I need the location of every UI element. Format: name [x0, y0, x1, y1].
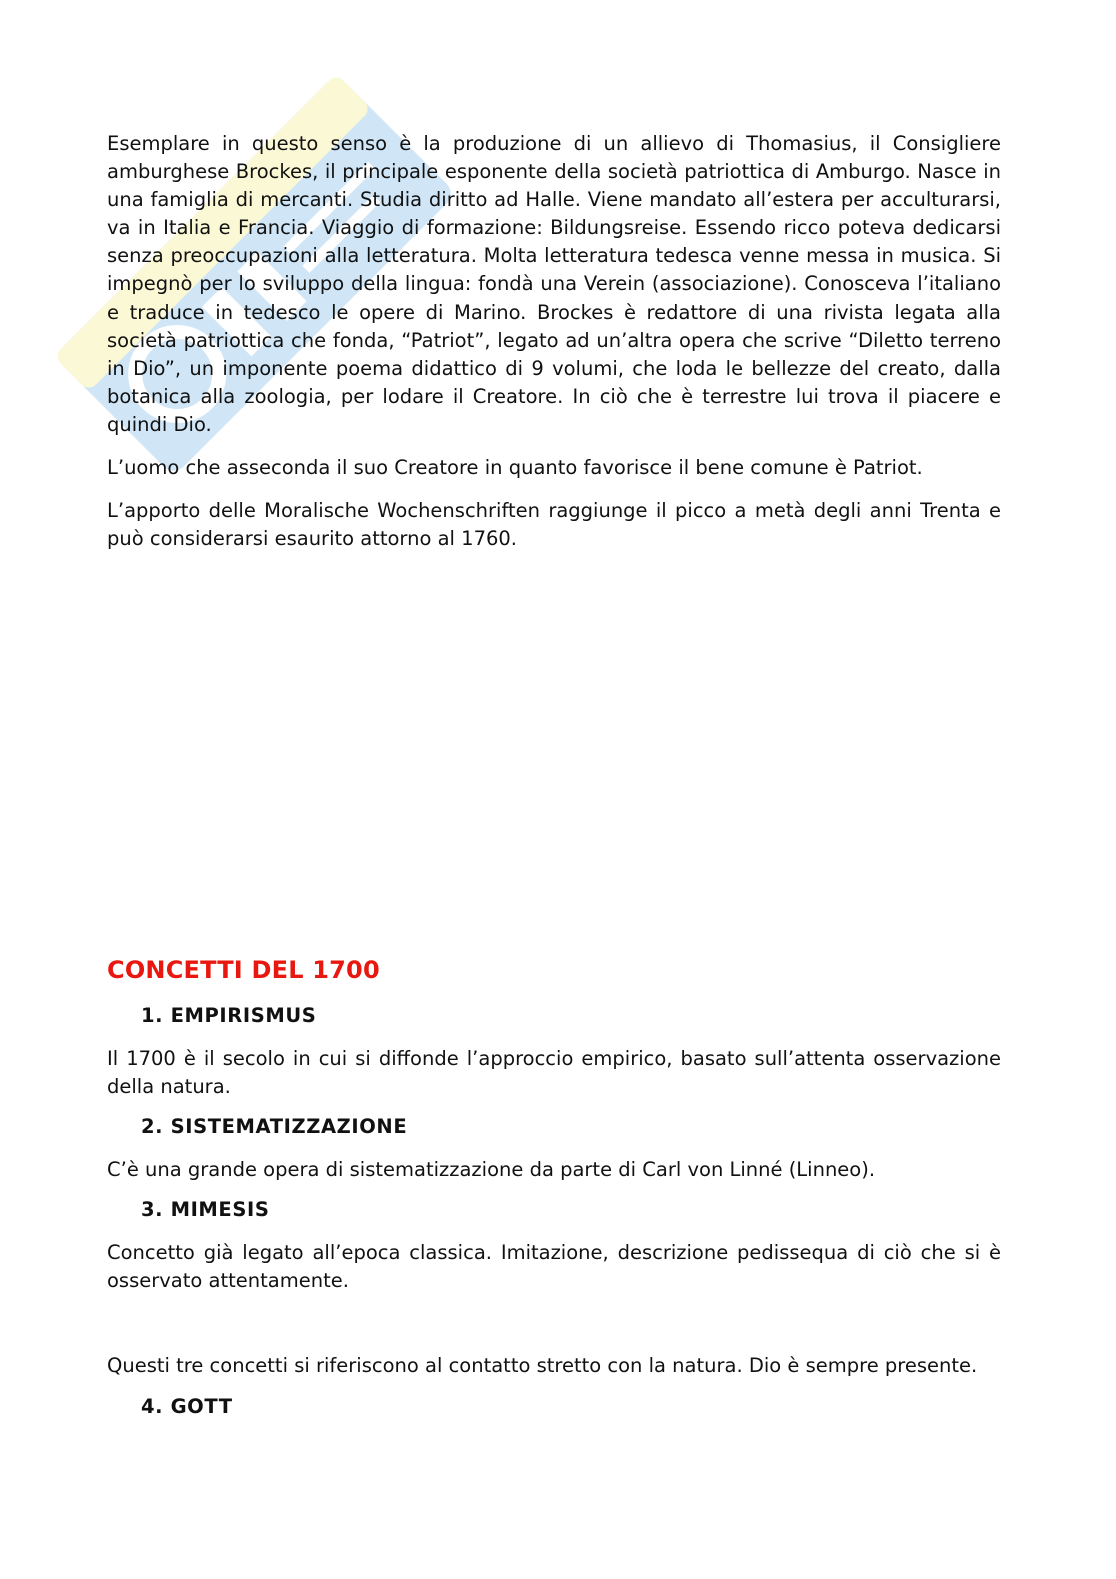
concept-heading-empirismus: 1. EMPIRISMUS	[141, 1004, 317, 1027]
concept-text-mimesis: Concetto già legato all’epoca classica. Imitazione, descrizione pedissequa di ciò che si è osservato attentamente.	[107, 1241, 1001, 1293]
concepts-section	[107, 1004, 1001, 1418]
concept-text-empirismus: Il 1700 è il secolo in cui si diffonde l’approccio empirico, basato sull’attenta osservazione della natura.	[107, 1047, 1001, 1099]
section-title: CONCETTI DEL 1700	[107, 956, 380, 984]
paragraph-wochenschriften: L’apporto delle Moralische Wochenschriften raggiunge il picco a metà degli anni Trenta e può considerarsi esaurito attorno al 1760.	[107, 499, 1001, 551]
document-page	[107, 130, 1001, 1418]
summary-paragraph: Questi tre concetti si riferiscono al contatto stretto con la natura. Dio è sempre presente.	[107, 1354, 978, 1378]
paragraph-patriot: L’uomo che asseconda il suo Creatore in quanto favorisce il bene comune è Patriot.	[107, 456, 923, 480]
paragraph-brockes: Esemplare in questo senso è la produzione di un allievo di Thomasius, il Consigliere amburghese Brockes, il principale esponente della società patriottica di Amburgo. Nasce in una famiglia di mercanti. Studia diritto ad Halle. Viene mandato all’estera per acculturarsi, va in Italia e Francia. Viaggio di formazione: Bildungsreise. Essendo ricco poteva dedicarsi senza preoccupazioni alla letteratura. Molta letteratura tedesca venne messa in musica. Si impegnò per lo sviluppo della lingua: fondà una Verein (associazione). Conosceva l’italiano e traduce in tedesco le opere di Marino. Brockes è redattore di una rivista legata alla società patriottica che fonda, “Patriot”, legato ad un’altra opera che scrive “Diletto terreno in Dio”, un imponente poema didattico di 9 volumi, che loda le bellezze del creato, dalla botanica alla zoologia, per lodare il Creatore. In ciò che è terrestre lui trova il piacere e quindi Dio.	[107, 132, 1001, 436]
concept-heading-gott: 4. GOTT	[141, 1394, 233, 1418]
concept-heading-mimesis: 3. MIMESIS	[141, 1198, 270, 1222]
concept-text-sistematizzazione: C’è una grande opera di sistematizzazione da parte di Carl von Linné (Linneo).	[107, 1158, 876, 1182]
concept-heading-sistematizzazione: 2. SISTEMATIZZAZIONE	[141, 1115, 408, 1139]
